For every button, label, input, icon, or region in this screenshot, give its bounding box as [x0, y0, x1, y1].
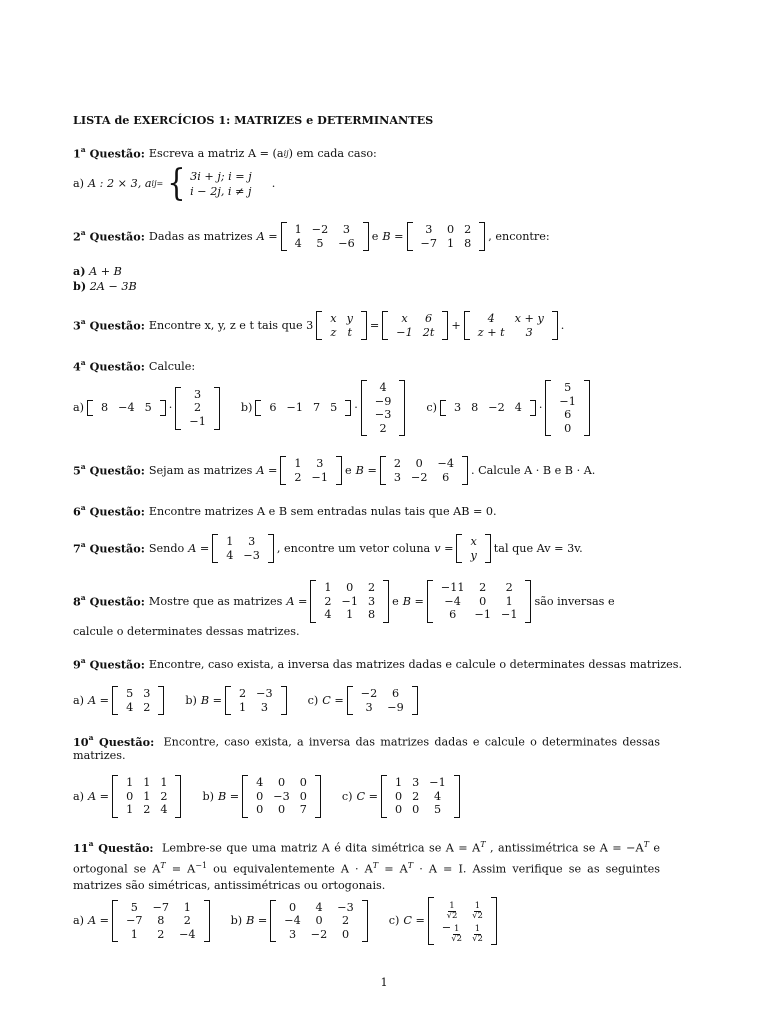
- fraction: $\frac{1}{√2}$: [446, 901, 458, 921]
- matrix-B: [270, 900, 368, 943]
- matrix-cell: −2: [310, 927, 328, 941]
- matrix-A: [281, 222, 369, 251]
- matrix-cell: 2: [239, 687, 247, 700]
- matrix-cell: 7: [299, 803, 307, 817]
- matrix-cell: x: [470, 535, 477, 548]
- matrix-cell: 5: [433, 803, 442, 817]
- matrix-cell: 4: [379, 381, 387, 394]
- question-3: 3$^a$ Questão: Encontre x, y, z e t tais que 3 x y z t = x 6 −1 2t + 4 x + y z + t 3 .: [73, 312, 565, 339]
- matrix-cell: 2: [505, 581, 513, 594]
- matrix-cell: 1: [126, 776, 134, 789]
- matrix-cell: y: [346, 312, 353, 325]
- matrix-cell: 4: [126, 700, 134, 714]
- matrix-cell: 4: [226, 548, 234, 562]
- matrix-A: [112, 900, 210, 943]
- matrix-cell: 3: [412, 776, 420, 789]
- matrix-cell: 5: [126, 687, 134, 700]
- matrix-cell: 5: [330, 401, 338, 415]
- matrix-cell: −1: [189, 414, 206, 428]
- matrix-cell: 1: [130, 927, 138, 941]
- matrix-cell: 3: [288, 927, 297, 941]
- matrix-cell: 4: [324, 608, 332, 622]
- matrix-cell: −1: [559, 394, 576, 408]
- matrix-cell: 2: [379, 421, 387, 435]
- matrix-cell: 0: [395, 803, 403, 817]
- list-item: b) 2A − 3B: [73, 279, 137, 293]
- page-number: 1: [380, 976, 388, 989]
- matrix-C: $\frac{1}{√2}$ $\frac{1}{√2}$ − $\frac{1}{√2}$ $\frac{1}{√2}$: [428, 897, 497, 945]
- matrix-cell: 2: [294, 470, 302, 484]
- matrix-cell: 3: [248, 535, 256, 548]
- matrix-B: [242, 775, 321, 818]
- question-11-items: a) A = 5 −7 1 −7 8 2 1 2 −4 b) B = 0 4 −3 −4 0 2 3 −2 0 c) C = $\frac{1}{√2}$ $\frac{1}{√2}$ − $\frac{1}{√2}$ $\frac{1}{√2}$: [73, 897, 660, 945]
- matrix-cell: 1: [226, 535, 234, 548]
- question-6: 6$^a$ Questão: Encontre matrizes A e B sem entradas nulas tais que AB = 0.: [73, 503, 497, 519]
- matrix-A: [212, 534, 274, 563]
- matrix-cell: 7: [313, 401, 321, 415]
- matrix-cell: 1: [239, 700, 247, 714]
- matrix-cell: t: [347, 325, 352, 339]
- cases-brace: { 3i + j; i = j i − 2j, i ≠ j: [167, 163, 252, 204]
- matrix-cell: 8: [157, 914, 165, 928]
- matrix-cell: 0: [564, 421, 572, 435]
- matrix-B: [225, 686, 287, 715]
- matrix-cell: 6: [442, 470, 450, 484]
- matrix-cell: −3: [256, 687, 273, 700]
- matrix-cell: 0: [299, 776, 307, 789]
- matrix-cell: 0: [346, 581, 354, 594]
- matrix-cell: 0: [256, 803, 264, 817]
- matrix-cell: 4: [514, 401, 522, 415]
- matrix-cell: 3: [342, 223, 351, 236]
- vector-v: [456, 534, 490, 563]
- matrix-cell: 1: [143, 789, 151, 803]
- matrix-cell: −1: [429, 776, 446, 789]
- row-vector-b: [255, 400, 351, 416]
- matrix-cell: 0: [277, 776, 286, 789]
- row-vector-a: [87, 400, 166, 416]
- matrix-cell: y: [470, 548, 477, 562]
- matrix-B: [427, 580, 532, 623]
- question-10-items: a) A = 1 1 1 0 1 2 1 2 4 b) B = 4 0 0 0 −3 0 0 0 7 c) C = 1 3 −1 0 2 4 0 0 5: [73, 775, 660, 818]
- question-7: 7$^a$ Questão: Sendo A = 1 3 4 −3 , encontre um vetor coluna v = x y tal que Av = 3v.: [73, 535, 583, 562]
- matrix-cell: 8: [471, 401, 479, 415]
- matrix-cell: −2: [488, 401, 505, 415]
- question-11: 11$^a$ Questão: Lembre-se que uma matriz A é dita simétrica se $A = A^T$ , antissimétrica se $A = -A^T$ e ortogonal se $A^T = A^{-1}$ ou equivalentemente $A \cdot A^T = A^T \cdot A = I$. Assim verifique se as seguintes matrizes são simétricas, antissimétricas ou ortogonais.: [73, 839, 661, 893]
- matrix-cell: 0: [288, 900, 297, 914]
- question-2: 2$^a$ Questão: Dadas as matrizes A = 1 −2 3 4 5 −6 e B = 3 0 2 −7 1 8 , encontre:: [73, 223, 550, 250]
- matrix-cell: 3: [367, 594, 376, 608]
- matrix-cell: 2: [157, 927, 165, 941]
- matrix-cell: 0: [412, 803, 420, 817]
- matrix-cell: 2: [194, 401, 202, 415]
- matrix-A: [280, 456, 342, 485]
- matrix-cell: 8: [101, 401, 109, 415]
- matrix-cell: 4: [294, 236, 302, 250]
- matrix-cell: 2: [324, 594, 332, 608]
- matrix-cell: 1: [294, 457, 302, 470]
- matrix-cell: 2: [143, 700, 151, 714]
- matrix-cell: −1: [311, 470, 329, 484]
- matrix-cell: 2: [412, 789, 420, 803]
- fraction: $\frac{1}{√2}$: [472, 924, 483, 944]
- matrix-cell: 6: [391, 687, 400, 700]
- matrix-cell: 3: [143, 687, 151, 700]
- matrix-cell: 0: [447, 223, 455, 236]
- column-vector-b: [361, 380, 406, 436]
- matrix-cell: 1: [294, 223, 302, 236]
- matrix-cell: 0: [299, 789, 307, 803]
- matrix-cell: 2: [143, 803, 151, 817]
- matrix-cell: 5: [144, 401, 152, 415]
- matrix-cell: 1: [126, 803, 134, 817]
- matrix-cell: 1: [160, 776, 168, 789]
- question-1: 1$^a$ Questão: Escreva a matriz A = (a ij ) em cada caso:: [73, 145, 377, 161]
- matrix-cell: 1: [346, 608, 354, 622]
- matrix-cell: 4: [315, 900, 323, 914]
- matrix-cell: 0: [315, 914, 323, 928]
- matrix-cell: 5: [130, 900, 138, 914]
- matrix-cell: 2: [160, 789, 168, 803]
- matrix-cell: −7: [152, 900, 170, 914]
- matrix-cell: 1: [505, 594, 513, 608]
- matrix-cell: 8: [367, 608, 376, 622]
- matrix-cell: 0: [415, 457, 423, 470]
- matrix-cell: 1: [447, 236, 455, 250]
- matrix-cell: 5: [316, 236, 324, 250]
- matrix-B: [407, 222, 486, 251]
- matrix-cell: −11: [440, 581, 465, 594]
- matrix-cell: 1: [183, 900, 191, 914]
- matrix-cell: 1: [395, 776, 403, 789]
- matrix-cell: −4: [179, 927, 196, 941]
- question-9: 9$^a$ Questão: Encontre, caso exista, a inversa das matrizes dadas e calcule o determinates dessas matrizes.: [73, 656, 683, 672]
- question-9-items: a) A = 5 3 4 2 b) B = 2 −3 1 3 c) C = −2 6 3 −9: [73, 686, 660, 715]
- matrix-cell: 3: [525, 325, 533, 339]
- matrix-cell: −3: [243, 548, 260, 562]
- matrix-A: [112, 775, 181, 818]
- matrix-cell: 1: [143, 776, 151, 789]
- matrix-cell: −1: [341, 594, 358, 608]
- matrix-cell: −4: [118, 401, 135, 415]
- matrix-A: [310, 580, 389, 623]
- matrix-cell: x + y: [514, 312, 544, 325]
- matrix-cell: 3: [453, 401, 462, 415]
- matrix-cell: z: [330, 325, 337, 339]
- fraction: $\frac{1}{√2}$: [472, 901, 483, 921]
- matrix-cell: 0: [341, 927, 350, 941]
- matrix-C: [381, 775, 460, 818]
- matrix-cell: −3: [337, 900, 354, 914]
- row-vector-c: [440, 400, 536, 416]
- matrix-cell: 2: [464, 223, 472, 236]
- matrix-cell: 8: [464, 236, 472, 250]
- matrix-cell: z + t: [477, 325, 505, 339]
- matrix-cell: −2: [410, 470, 428, 484]
- matrix-cell: −7: [126, 914, 143, 928]
- matrix-cell: 6: [269, 401, 277, 415]
- matrix-cell: 3: [260, 700, 268, 714]
- matrix-cell: 0: [256, 789, 264, 803]
- matrix-cell: 5: [564, 381, 572, 394]
- matrix-cell: −3: [374, 408, 392, 422]
- matrix-cell: 6: [564, 408, 572, 422]
- matrix-cell: 4: [256, 776, 264, 789]
- matrix-cell: 4: [487, 312, 495, 325]
- matrix-cell: 0: [126, 789, 134, 803]
- matrix-cell: x: [401, 312, 408, 325]
- matrix-cell: 3: [393, 470, 401, 484]
- question-8-line-2: calcule o determinates dessas matrizes.: [73, 625, 300, 638]
- question-4: 4$^a$ Questão: Calcule:: [73, 358, 196, 374]
- matrix-cell: 6: [425, 312, 433, 325]
- matrix-cell: −2: [360, 687, 378, 700]
- column-vector-c: [545, 380, 590, 436]
- matrix-cell: −1: [500, 608, 518, 622]
- matrix-xyzt: [316, 311, 367, 340]
- matrix-cell: 4: [160, 803, 168, 817]
- matrix-cell: 0: [395, 789, 403, 803]
- document-title: LISTA de EXERCÍCIOS 1: MATRIZES e DETERMINANTES: [73, 113, 434, 127]
- matrix-cell: −4: [444, 594, 461, 608]
- matrix-cell: −1: [396, 325, 413, 339]
- question-2-items: [73, 264, 660, 294]
- question-4-items: a) 8 −4 5 · 3 2 −1 b) 6 −1 7 5 · 4 −9 −3 2 c) 3 8 −2 4 · 5 −1 6 0: [73, 380, 660, 436]
- fraction: $\frac{1}{√2}$: [451, 924, 463, 944]
- list-item: a) A + B: [73, 264, 122, 278]
- column-vector-a: [175, 387, 220, 430]
- matrix-cell: x: [330, 312, 337, 325]
- matrix-cell: 2: [183, 914, 191, 928]
- question-5: 5$^a$ Questão: Sejam as matrizes A = 1 3 2 −1 e B = 2 0 −4 3 −2 6 . Calcule A · B e B · A.: [73, 457, 596, 484]
- matrix-A: [112, 686, 164, 715]
- matrix-cell: 2: [367, 581, 376, 594]
- matrix-cell: −9: [374, 394, 392, 408]
- matrix-cell: 1: [324, 581, 332, 594]
- question-8: 8$^a$ Questão: Mostre que as matrizes A = 1 0 2 2 −1 3 4 1 8 e B = −11 2 2 −4 0 1 6 −1 −1 são inversas e: [73, 581, 615, 622]
- matrix-cell: 2: [479, 581, 487, 594]
- question-10: 10$^a$ Questão: Encontre, caso exista, a inversa das matrizes dadas e calcule o determinates dessas matrizes.: [73, 733, 660, 763]
- matrix-right-2: [464, 311, 558, 340]
- matrix-cell: 2: [341, 914, 350, 928]
- matrix-cell: −2: [311, 223, 329, 236]
- matrix-C: [347, 686, 418, 715]
- matrix-cell: 4: [433, 789, 442, 803]
- matrix-cell: −7: [420, 236, 438, 250]
- matrix-cell: −9: [387, 700, 404, 714]
- matrix-cell: −1: [474, 608, 491, 622]
- matrix-cell: −6: [338, 236, 355, 250]
- matrix-cell: −4: [284, 914, 301, 928]
- matrix-cell: 2t: [422, 325, 435, 339]
- matrix-cell: 2: [393, 457, 401, 470]
- matrix-cell: −4: [437, 457, 454, 470]
- matrix-cell: 0: [479, 594, 487, 608]
- matrix-cell: 0: [277, 803, 286, 817]
- matrix-B: [380, 456, 468, 485]
- matrix-cell: 3: [425, 223, 433, 236]
- matrix-cell: 3: [316, 457, 324, 470]
- matrix-cell: 3: [194, 387, 202, 401]
- matrix-cell: −3: [273, 789, 290, 803]
- question-number: 1$^a$ Questão:: [73, 145, 145, 161]
- matrix-right-1: [382, 311, 448, 340]
- matrix-cell: −1: [286, 401, 304, 415]
- matrix-cell: 3: [365, 700, 373, 714]
- question-1-item-a: a) A : 2 × 3, a ij= { 3i + j; i = j i − 2j, i ≠ j .: [73, 163, 276, 204]
- matrix-cell: 6: [449, 608, 457, 622]
